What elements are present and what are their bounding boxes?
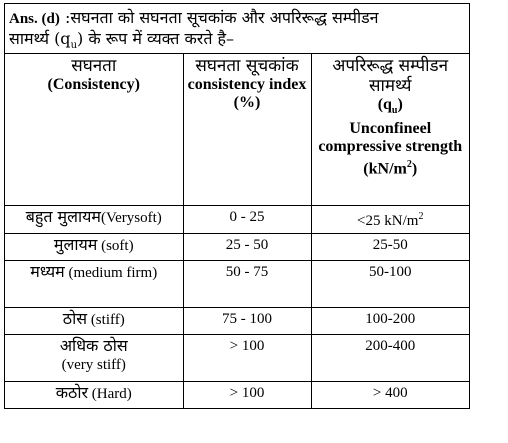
strength-cell — [311, 234, 469, 261]
answer-label: Ans. (d) — [9, 11, 60, 27]
header-text-1: :सघनता को सघनता सूचकांक और अपरिरूद्ध सम्पीडन — [59, 8, 379, 27]
q-sub: u — [391, 105, 398, 117]
row-hindi: मुलायम — [53, 235, 98, 255]
col-header-strength — [311, 54, 469, 206]
strength-cell — [311, 334, 469, 381]
col1-english: (Consistency) — [47, 76, 140, 93]
index-cell: 50 - 75 — [183, 260, 311, 307]
row-hindi: कठोर — [55, 382, 89, 402]
row-hindi: ठोस — [62, 308, 88, 328]
row-english: (very stiff) — [61, 356, 126, 373]
col-header-index — [183, 54, 311, 206]
row-hindi: बहुत मुलायम — [25, 207, 101, 227]
consistency-table — [5, 54, 469, 408]
col3-q — [314, 96, 468, 120]
col-header-consistency — [5, 54, 183, 206]
row-hindi: मध्यम — [30, 261, 65, 281]
table-row — [5, 334, 469, 381]
strength-cell — [311, 307, 469, 334]
strength-unit-sup: 2 — [418, 211, 424, 223]
header-text-2a: सामर्थ्य (q — [9, 29, 71, 48]
table-row — [5, 206, 469, 234]
col2-english: consistency index (%) — [187, 76, 307, 111]
strength-post: ) — [411, 160, 418, 178]
col1-hindi: सघनता — [71, 56, 117, 76]
index-cell: > 100 — [183, 381, 311, 408]
q-post: ) — [397, 96, 403, 113]
header-line-2 — [9, 29, 469, 55]
consistency-cell — [5, 260, 183, 307]
table-row — [5, 260, 469, 307]
strength-value: > 400 — [372, 384, 408, 401]
col3-hindi: अपरिरूद्ध सम्पीडन सामर्थ्य — [332, 56, 449, 96]
col3-english — [314, 120, 468, 178]
consistency-cell — [5, 381, 183, 408]
consistency-cell — [5, 206, 183, 234]
index-cell: 0 - 25 — [183, 206, 311, 234]
strength-value: 200-400 — [365, 337, 416, 354]
table-row — [5, 234, 469, 261]
answer-header — [5, 4, 469, 54]
table-header-row — [5, 54, 469, 206]
answer-frame — [4, 3, 470, 409]
index-cell: 25 - 50 — [183, 234, 311, 261]
row-english: (Hard) — [88, 385, 132, 402]
row-english: (soft) — [97, 238, 134, 255]
table-row — [5, 381, 469, 408]
strength-sup: 2 — [406, 159, 412, 171]
index-cell: 75 - 100 — [183, 307, 311, 334]
consistency-cell — [5, 234, 183, 261]
row-english: (Verysoft) — [100, 210, 162, 227]
row-english: (medium firm) — [64, 264, 158, 281]
row-english: (stiff) — [87, 311, 125, 328]
col2-hindi: सघनता सूचकांक — [195, 56, 299, 76]
strength-value: 50-100 — [369, 263, 412, 280]
header-sub: u — [70, 40, 78, 52]
q-pre: (q — [377, 96, 392, 113]
header-line-1 — [9, 8, 469, 29]
consistency-cell — [5, 334, 183, 381]
row-hindi: अधिक ठोस — [59, 335, 128, 355]
strength-cell — [311, 206, 469, 234]
strength-value: <25 kN/m — [357, 213, 419, 230]
strength-cell — [311, 260, 469, 307]
index-cell: > 100 — [183, 334, 311, 381]
header-text-2b: ) के रूप में व्यक्त करते है– — [77, 29, 235, 48]
strength-cell — [311, 381, 469, 408]
strength-value: 100-200 — [365, 310, 416, 327]
strength-pre: Unconfineel compressive strength (kN/m — [318, 120, 463, 178]
consistency-cell — [5, 307, 183, 334]
strength-value: 25-50 — [372, 237, 408, 254]
table-row — [5, 307, 469, 334]
